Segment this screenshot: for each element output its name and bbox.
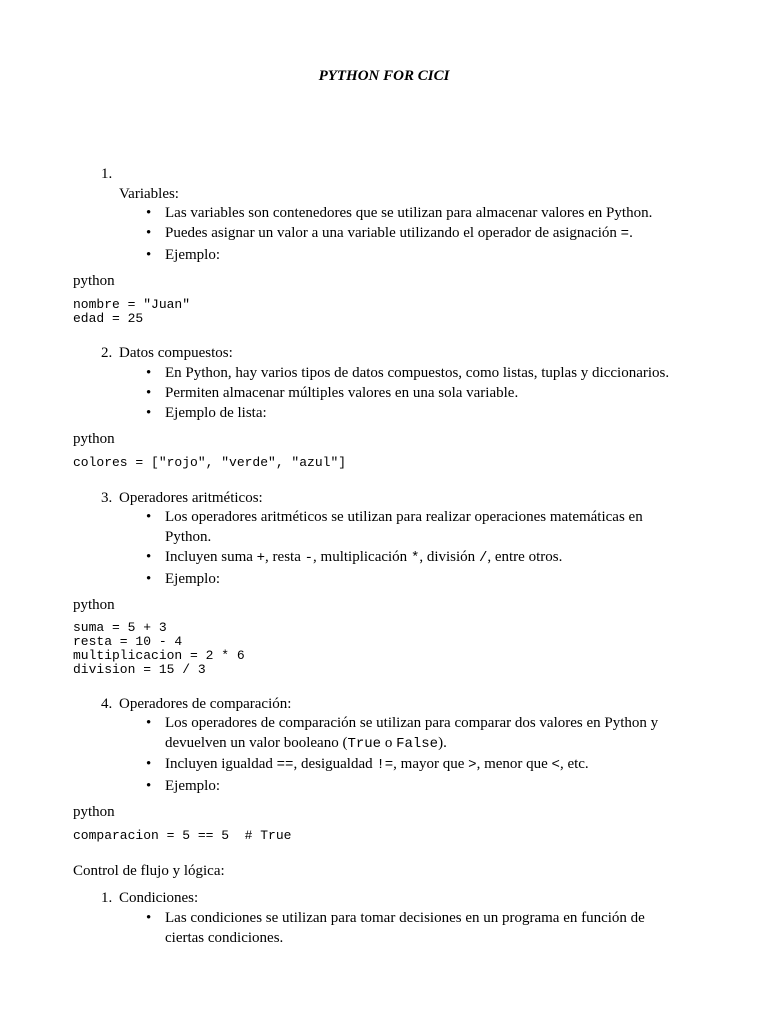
code-language-label: python — [73, 431, 115, 447]
list-number-1: 1. — [101, 890, 113, 906]
list-item: • Ejemplo: — [146, 776, 706, 796]
code-language-label: python — [73, 597, 115, 613]
section-heading-operadores-aritmeticos: Operadores aritméticos: — [119, 490, 263, 506]
list-item: • En Python, hay varios tipos de datos compuestos, como listas, tuplas y diccionarios. — [146, 363, 706, 383]
list-item: • Los operadores aritméticos se utilizan para realizar operaciones matemáticas en Python. — [146, 507, 706, 547]
list-number-4: 4. — [101, 696, 113, 712]
code-block-comparacion: comparacion = 5 == 5 # True — [73, 828, 292, 843]
section-heading-datos-compuestos: Datos compuestos: — [119, 345, 233, 361]
bullet-list-condiciones — [146, 908, 706, 948]
list-item: • Incluyen suma +, resta -, multiplicación *, división /, entre otros. — [146, 547, 706, 568]
list-item: • Puedes asignar un valor a una variable utilizando el operador de asignación =. — [146, 223, 706, 244]
section-heading-condiciones: Condiciones: — [119, 890, 199, 906]
section-heading-operadores-comparacion: Operadores de comparación: — [119, 696, 292, 712]
list-item: • Ejemplo: — [146, 569, 706, 589]
list-item: • Los operadores de comparación se utilizan para comparar dos valores en Python y devuelven un valor booleano (True o False). — [146, 713, 706, 754]
list-item: • Ejemplo: — [146, 245, 706, 265]
code-block-lista: colores = ["rojo", "verde", "azul"] — [73, 455, 347, 470]
list-item: • Las variables son contenedores que se utilizan para almacenar valores en Python. — [146, 203, 706, 223]
bullet-list-operadores-comparacion — [146, 713, 706, 796]
section-heading-control-flujo: Control de flujo y lógica: — [73, 863, 225, 879]
list-item: • Ejemplo de lista: — [146, 403, 706, 423]
code-block-variables: nombre = "Juan" edad = 25 — [73, 297, 191, 326]
list-item: • Permiten almacenar múltiples valores en una sola variable. — [146, 383, 706, 403]
list-number-3: 3. — [101, 490, 113, 506]
section-heading-variables: Variables: — [119, 186, 179, 202]
list-number-2: 2. — [101, 345, 113, 361]
code-language-label: python — [73, 273, 115, 289]
code-language-label: python — [73, 804, 115, 820]
list-number-1: 1. — [101, 166, 113, 182]
list-item: • Las condiciones se utilizan para tomar decisiones en un programa en función de ciertas condiciones. — [146, 908, 706, 948]
bullet-list-operadores-aritmeticos — [146, 507, 706, 589]
bullet-list-datos-compuestos — [146, 363, 706, 423]
bullet-list-variables — [146, 203, 706, 265]
list-item: • Incluyen igualdad ==, desigualdad !=, mayor que >, menor que <, etc. — [146, 754, 706, 775]
document-title: PYTHON FOR CICI — [318, 68, 450, 84]
code-block-aritmeticos: suma = 5 + 3 resta = 10 - 4 multiplicacion = 2 * 6 division = 15 / 3 — [73, 620, 245, 677]
